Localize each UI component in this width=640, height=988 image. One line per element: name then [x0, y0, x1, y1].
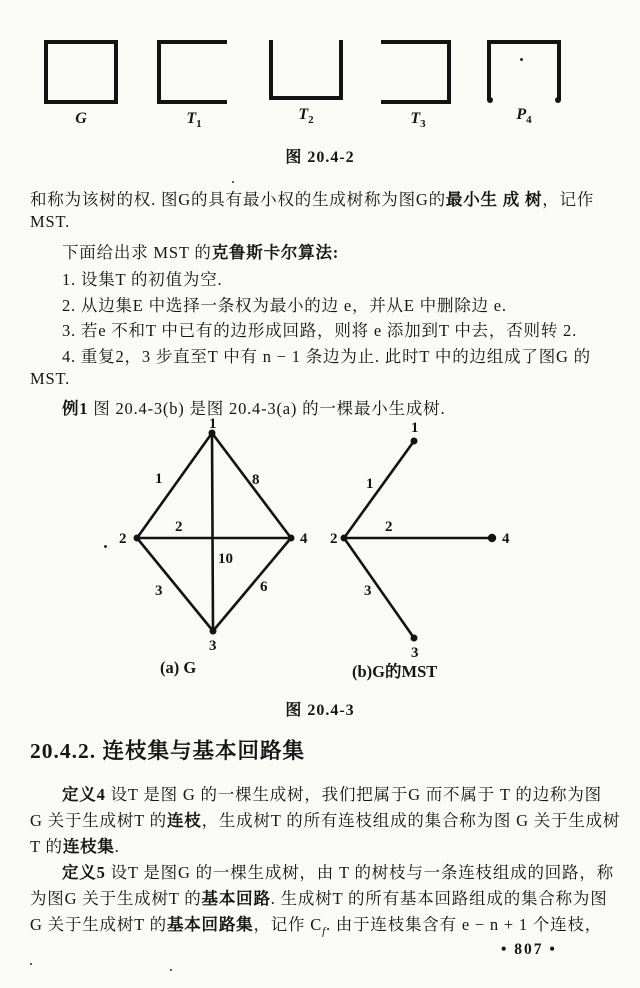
label-p4-text: P — [516, 106, 527, 123]
text-segment: 和称为该树的权. 图G的具有最小权的生成树称为图G的 — [30, 190, 446, 209]
scan-speck — [30, 963, 32, 965]
text-segment: . 由于连枝集含有 e − n + 1 个连枝， — [325, 915, 603, 934]
mst-vertex-1-label: 1 — [411, 420, 419, 436]
figure-label-t2 — [269, 106, 343, 126]
mst-vertex-2-dot — [341, 535, 348, 542]
vertex-2-dot — [134, 535, 141, 542]
bold-term-mst: 最小生 成 树 — [445, 190, 543, 209]
weight-edge-3-4: 6 — [260, 579, 268, 595]
square-graph-g — [44, 40, 118, 104]
bold-term-kruskal: 克鲁斯卡尔算法: — [211, 243, 340, 262]
text-segment: 为图G 关于生成树T 的 — [30, 889, 202, 908]
mst-weight-edge-2-3: 3 — [364, 583, 372, 599]
square-graph-t1 — [157, 40, 227, 104]
subscript-f: f — [322, 925, 326, 938]
text-segment: ，生成树T 的所有连枝组成的集合称为图 G 关于生成树 — [201, 811, 621, 830]
weight-edge-1-2: 1 — [155, 471, 163, 487]
mst-vertex-2-label: 2 — [330, 531, 338, 547]
mst-vertex-4-dot — [488, 534, 496, 542]
bold-definition-5-label: 定义5 — [62, 863, 106, 882]
mst-vertex-3-dot — [411, 635, 418, 642]
vertex-3-label: 3 — [209, 638, 217, 654]
weight-edge-2-4: 2 — [175, 519, 183, 535]
bold-definition-4-label: 定义4 — [62, 785, 106, 804]
mst-vertex-4-label: 4 — [502, 531, 510, 547]
text-line — [62, 239, 339, 263]
section-heading-20-4-2: 20.4.2. 连枝集与基本回路集 — [30, 739, 306, 763]
definition-5-line-1 — [62, 859, 614, 883]
label-g-text: G — [75, 110, 87, 127]
figure-caption-20-4-2: 图 20.4-2 — [285, 149, 355, 166]
mst-vertex-3-label: 3 — [411, 645, 419, 661]
weight-edge-2-3: 3 — [155, 583, 163, 599]
text-segment: 下面给出求 MST 的 — [62, 243, 212, 262]
definition-5-line-2 — [30, 885, 608, 909]
figure-label-t3 — [381, 110, 455, 130]
edge-1-3 — [212, 433, 213, 631]
scan-speck — [170, 969, 172, 971]
definition-4-line-1 — [62, 781, 602, 805]
bold-example-label: 例1 — [62, 399, 89, 418]
text-segment: T 的 — [30, 837, 63, 856]
weight-edge-1-3: 10 — [218, 551, 233, 567]
scan-speck — [520, 58, 523, 61]
text-segment: 设T 是图 G 的一棵生成树，我们把属于G 而不属于 T 的边称为图 — [105, 785, 602, 804]
weight-edge-1-4: 8 — [252, 472, 260, 488]
text-segment: . — [114, 837, 120, 856]
definition-4-line-3 — [30, 833, 120, 857]
text-segment: G 关于生成树T 的 — [30, 915, 167, 934]
vertex-4-label: 4 — [300, 531, 308, 547]
page-number: • 807 • — [501, 941, 557, 958]
bold-term-fundamental-circuit: 基本回路 — [201, 889, 271, 908]
label-t2-text: T — [298, 106, 309, 123]
text-line — [30, 186, 594, 210]
label-p4-sub: 4 — [526, 114, 532, 127]
figure-label-t1 — [157, 110, 231, 130]
label-t3-text: T — [410, 110, 421, 127]
algorithm-step-4: 4. 重复2，3 步直至T 中有 n − 1 条边为止. 此时T 中的边组成了图G 的 — [62, 347, 591, 366]
example-1-line — [62, 395, 445, 419]
square-graph-t3 — [381, 40, 451, 104]
subfigure-label-a: (a) G — [160, 658, 197, 677]
vertex-2-label: 2 — [119, 531, 127, 547]
mst-edge-2-1 — [344, 441, 414, 538]
definition-5-line-3 — [30, 911, 602, 937]
bold-term-chord: 连枝 — [166, 811, 202, 830]
label-t3-sub: 3 — [420, 118, 426, 131]
square-graph-t2 — [269, 40, 343, 100]
vertex-1-label: 1 — [209, 418, 217, 432]
scan-speck — [104, 545, 107, 548]
vertex-4-dot — [288, 535, 295, 542]
mst-vertex-1-dot — [411, 438, 418, 445]
graph-b-diagram — [330, 418, 520, 668]
text-segment: . 生成树T 的所有基本回路组成的集合称为图 — [270, 889, 608, 908]
label-t1-sub: 1 — [196, 118, 202, 131]
algorithm-step-2: 2. 从边集E 中选择一条权为最小的边 e，并从E 中删除边 e. — [62, 296, 507, 315]
figure-label-g — [44, 110, 118, 128]
figure-square-t1 — [157, 40, 231, 130]
square-graph-p4 — [487, 40, 561, 100]
figure-caption-20-4-3: 图 20.4-3 — [285, 702, 355, 719]
figure-square-p4 — [487, 40, 561, 126]
subfigure-label-b: (b)G的MST — [352, 662, 438, 681]
figure-square-g — [44, 40, 118, 128]
text-segment: 设T 是图G 的一棵生成树，由 T 的树枝与一条连枝组成的回路，称 — [105, 863, 614, 882]
scan-speck — [232, 181, 234, 183]
definition-4-line-2 — [30, 807, 620, 831]
algorithm-step-3: 3. 若e 不和T 中已有的边形成回路，则将 e 添加到T 中去，否则转 2. — [62, 321, 578, 340]
graph-a-diagram — [95, 418, 325, 668]
algorithm-step-1: 1. 设集T 的初值为空. — [62, 270, 223, 289]
text-segment: ，记作 — [542, 190, 595, 209]
edge-2-3 — [137, 538, 213, 631]
mst-weight-edge-2-1: 1 — [366, 476, 374, 492]
label-t1-text: T — [186, 110, 197, 127]
text-segment: 图 20.4-3(b) 是图 20.4-3(a) 的一棵最小生成树. — [88, 399, 446, 418]
vertex-3-dot — [210, 628, 217, 635]
text-line: MST. — [30, 369, 71, 388]
figure-label-p4 — [487, 106, 561, 126]
text-segment: G 关于生成树T 的 — [30, 811, 167, 830]
bold-term-chord-set: 连枝集 — [62, 837, 115, 856]
figure-square-t2 — [269, 40, 343, 126]
figure-square-t3 — [381, 40, 455, 130]
mst-edge-2-3 — [344, 538, 414, 638]
label-t2-sub: 2 — [308, 114, 314, 127]
text-line: MST. — [30, 212, 71, 231]
mst-weight-edge-2-4: 2 — [385, 519, 393, 535]
bold-term-fundamental-circuit-set: 基本回路集 — [166, 915, 254, 934]
text-segment: ，记作 C — [253, 915, 323, 934]
